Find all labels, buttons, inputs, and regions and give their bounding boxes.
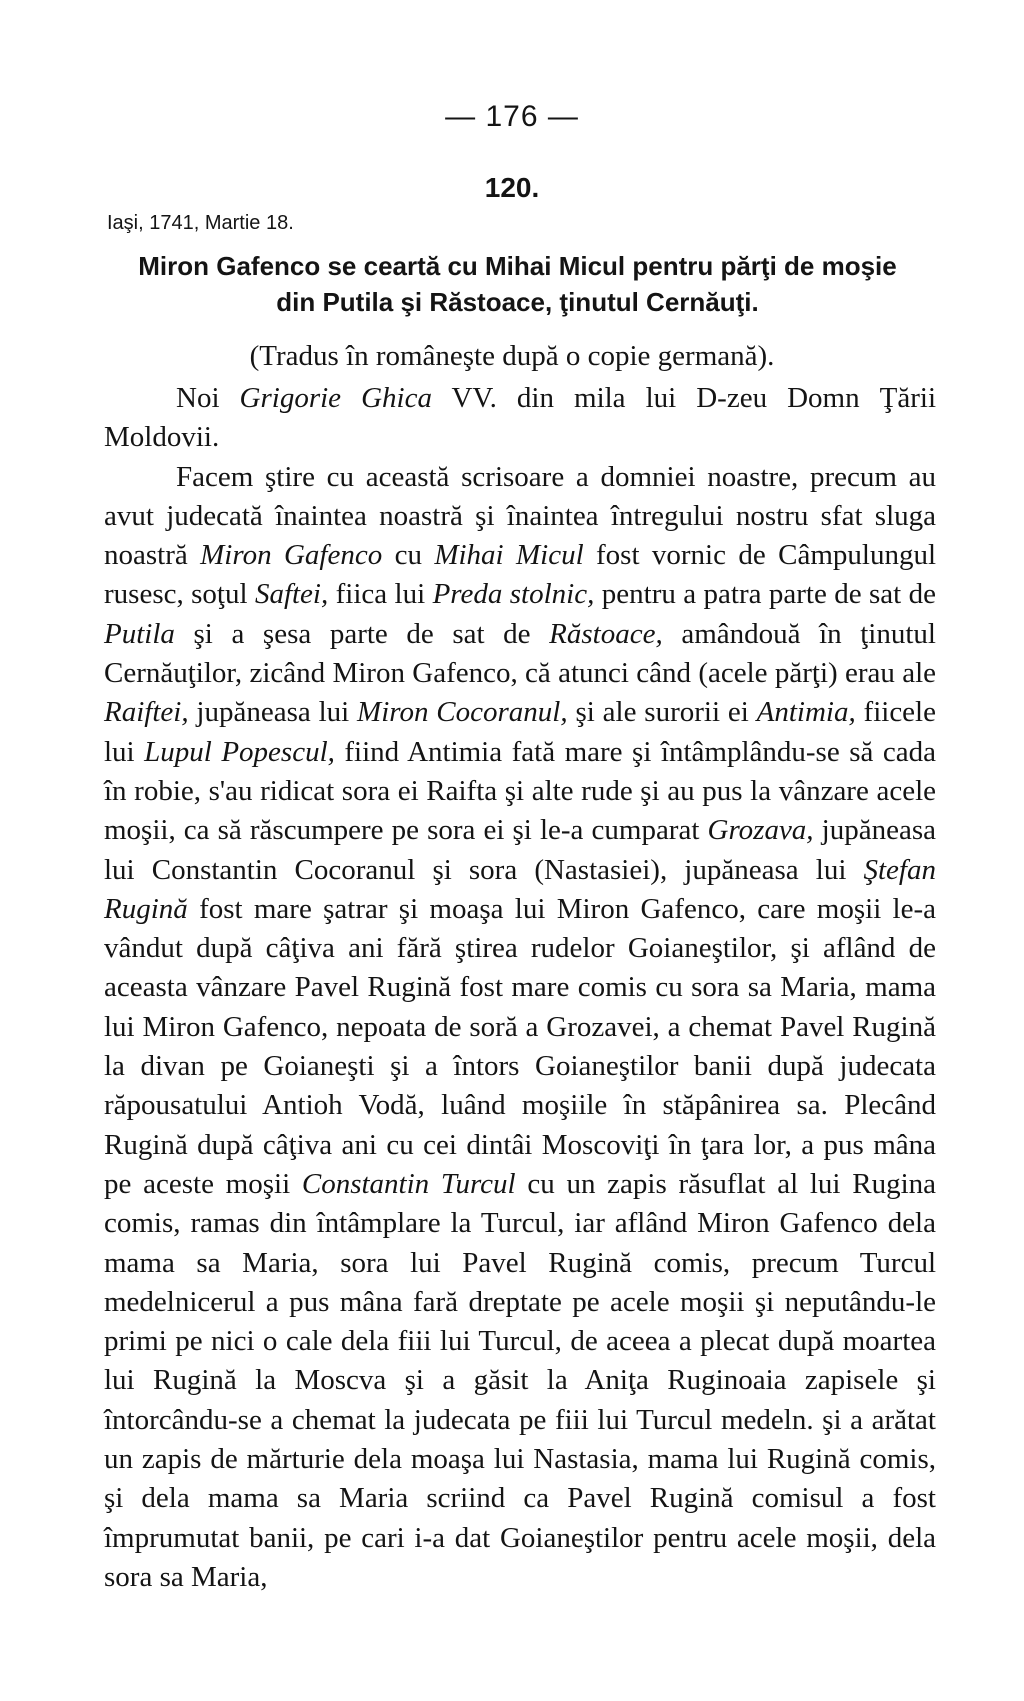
name-lupul-popescul: Lupul Popescul, xyxy=(144,735,335,768)
name-miron-cocoranul: Miron Cocoranul, xyxy=(357,696,568,729)
name-raiftei: Raiftei, xyxy=(104,696,189,729)
paragraph-salutation xyxy=(104,379,936,458)
text-run: jupăneasa lui xyxy=(188,696,358,729)
text-run: fiind Antimia fată mare şi întâmplându-se să cada în robie, s'au ridicat sora ei Raifta şi alte rude şi au pus la vânzare acele moşii, ca să răscumpere pe sora ei şi le-a cumparat xyxy=(104,735,936,847)
name-saftei: Saftei, xyxy=(254,578,329,611)
place-rastoace: Răstoace, xyxy=(549,617,663,650)
body-text xyxy=(104,379,936,1597)
name-mihai-micul: Mihai Micul xyxy=(434,539,584,572)
text-run: cu un zapis răsuflat al lui Rugina comis, ramas din întâmplare la Turcul, iar aflând Miron Gafenco dela mama sa Maria, sora lui Pavel Rugină comis, precum Turcul medelnicerul a pus mâna fară dreptate pe acele moşii şi neputându-le primi pe nici o cale dela fiii lui Turcul, de aceea a plecat după moartea lui Rugină la Moscva şi a găsit la Aniţa Ruginoaia zapisele şi întorcându-se a chemat la judecata pe fiii lui Turcul medeln. şi a arătat un zapis de mărturie dela moaşa lui Nastasia, mama lui Rugină comis, şi dela mama sa Maria scriind ca Pavel Rugină comisul a fost împrumutat banii, pe cari i-a dat Goianeştilor pentru acele moşii, dela sora sa Maria, xyxy=(104,1167,936,1593)
name-grozava: Grozava, xyxy=(707,814,814,847)
text-run: fiicele lui xyxy=(104,696,936,768)
document-number: 120. xyxy=(484,172,540,203)
text-run: şi ale surorii ei xyxy=(567,696,757,729)
text-run: Facem ştire cu această scrisoare a domniei noastre, precum au avut judecată înaintea noastră şi înaintea întregului nostru sfat sluga noastră xyxy=(104,460,936,572)
place-date: Iaşi, 1741, Martie 18. xyxy=(107,212,294,234)
text-run: VV. din mila lui D-zeu Domn Ţării Moldovii. xyxy=(104,382,937,454)
name-miron-gafenco: Miron Gafenco xyxy=(200,539,383,572)
document-title xyxy=(100,248,935,320)
name-ruler: Grigorie Ghica xyxy=(239,382,432,414)
page-number: — 176 — xyxy=(445,100,579,133)
text-run: Noi xyxy=(176,382,240,414)
text-run: fost mare şatrar şi moaşa lui Miron Gafenco, care moşii le-a vândut după câţiva ani fără ştirea rudelor Goianeştilor, şi aflând de aceasta vânzare Pavel Rugină fost mare comis cu sora sa Maria, mama lui Miron Gafenco, nepoata de soră a Grozavei, a chemat Pavel Rugină la divan pe Goianeşti şi a întors Goianeştilor banii după judecata răpousatului Antioh Vodă, luând moşiile în stăpânirea sa. Plecând Rugină după câţiva ani cu cei dintâi Moscoviţi în ţara lor, a pus mâna pe aceste moşii xyxy=(104,892,936,1200)
paragraph-main xyxy=(104,458,936,1598)
name-preda-stolnic: Preda stolnic, xyxy=(432,578,595,611)
document-title-line-2: din Putila şi Răstoace, ţinutul Cernăuţi. xyxy=(276,287,759,317)
text-run: pentru a patra parte de sat de xyxy=(594,578,936,611)
document-title-line-1: Miron Gafenco se ceartă cu Mihai Micul pentru părţi de moşie xyxy=(138,251,897,281)
text-run: fost vornic de Câmpulungul rusesc, soţul xyxy=(104,539,937,611)
text-run: amândouă în ţinutul Cernăuţilor, zicând Miron Gafenco, că atunci când (acele părţi) erau ale xyxy=(104,617,936,690)
translation-note: (Tradus în româneşte după o copie germană). xyxy=(249,340,775,372)
text-run: jupăneasa lui Constantin Cocoranul şi sora (Nastasiei), jupăneasa lui xyxy=(104,814,936,886)
text-run: fiica lui xyxy=(328,578,433,611)
text-run: cu xyxy=(382,539,435,572)
text-run: şi a şesa parte de sat de xyxy=(174,617,550,650)
name-antimia: Antimia, xyxy=(756,696,856,729)
name-stefan-rugina: Ştefan Rugină xyxy=(104,853,936,925)
place-putila: Putila xyxy=(104,617,175,650)
name-constantin-turcul: Constantin Turcul xyxy=(301,1167,516,1200)
